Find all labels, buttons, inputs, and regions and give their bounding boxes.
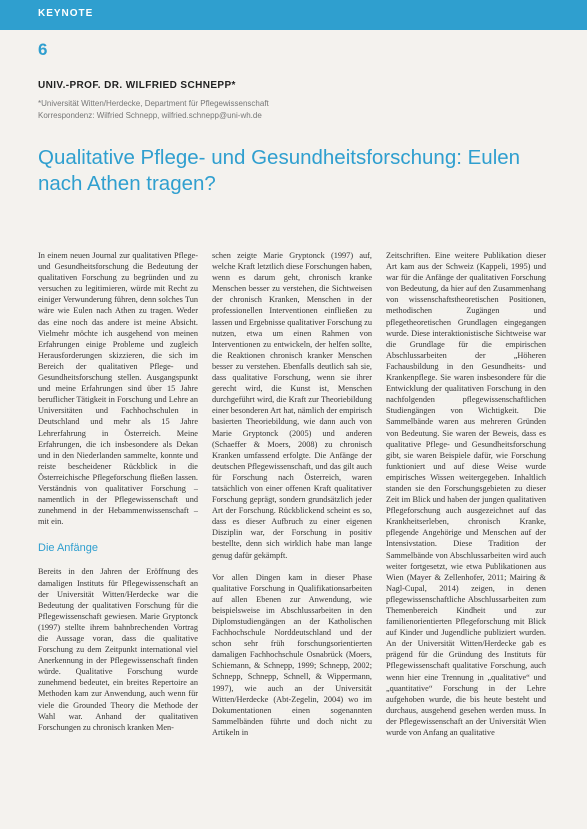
text-column-3 <box>386 250 546 820</box>
article-title: Qualitative Pflege- und Gesundheitsforschung: Eulen nach Athen tragen? <box>38 146 521 195</box>
author-affiliation: *Universität Witten/Herdecke, Department für Pflegewissenschaft <box>38 99 269 108</box>
page-number: 6 <box>38 40 48 59</box>
body-paragraph: Zeitschriften. Eine weitere Publikation dieser Art kam aus der Schweiz (Kappeli, 1995) und war für die Anfänge der qualitativen Forschung von Bedeutung, da hier auf den Zusammenhang von wissenschaftstheoretischen Positionen, methodischen Zugängen und pflegetheoretischen Grundlagen eingegangen wurde. Diese interaktionistische Sichtweise war die Grundlage für die empirischen Abschlussarbeiten der „Höheren Fachausbildung in den Gesundheits- und Krankenpflege. Sie waren insbesondere für die Entwicklung der qualitativen Forschung in den nachfolgenden pflegewissenschaftlichen Studiengängen von Wichtigkeit. Die Sammelbände waren aus mehreren Gründen von Bedeutung. Sie waren der Beweis, dass es qualitative Pflege- und Gesundheitsforschung gibt, sie waren Beispiele dafür, wie Forschung funktioniert und auf diese Weise wurde empirisches Wissen weitergegeben. Inhaltlich standen sie den Forschungsgebieten zu dieser Zeit im Blick und haben der jungen qualitativen Pflegeforschung auch ausgezeichnet auf das Krankheitserleben, chronisch Kranke, pflegende Angehörige und Menschen auf der Intensivstation. Diese Tradition der Sammelbände von Abschlussarbeiten wird auch weiter fortgesetzt, wie etwa Publikationen aus Wien (Mayer & Zellenhofer, 2011; Mairing & Nagl-Cupal, 2014) zeigen, in denen pflegewissenschaftliche Abschlussarbeiten zum Themenbereich Kindheit und zur familienorientierten Pflegeforschung mit Blick auf Kinder und Jugendliche publiziert wurden. An der Universität Witten/Herdecke gab es prägend für die Gründung des Instituts für Pflegewissenschaft qualitative Forschung, auch wenn hier eine Trennung in „qualitative“ und „quantitative“ Forschung in der Lehre aufgehoben wurde, die bis heute besteht und durchaus, ausgehend gesehen werden muss. In der Pflegewissenschaft an der Universität Wien wurde von Anfang an qualitative <box>386 251 546 738</box>
body-paragraph: Bereits in den Jahren der Eröffnung des damaligen Instituts für Pflegewissenschaft an der Universität Witten/Herdecke war die Bedeutung der qualitativen Forschung für die Pflegewissenschaft gewiesen. Marie Gryptonck (1997) stellte ihrem bahnbrechenden Vortrag die Aussage voran, dass die qualitative Forschung zu dem Zeitpunkt international viel Anerkennung in der Pflegewissenschaft finden würde. Qualitative Forschung wurde zunehmend bedeutet, ein breites Repertoire an Methoden kam zur Anwendung, auch wenn für viele die Grounded Theory die Methode der Wahl war. Anhand der qualitativen Forschungen zu chronisch kranken Men- <box>38 567 198 732</box>
header-bar <box>0 0 587 30</box>
author-name: UNIV.-PROF. DR. WILFRIED SCHNEPP* <box>38 80 236 91</box>
section-heading: Die Anfänge <box>38 542 98 555</box>
body-paragraph: In einem neuen Journal zur qualitativen Pflege- und Gesundheitsforschung die Bedeutung der qualitativen Forschung zu begründen und zu versuchen zu legitimieren, würde mit Recht zu einiger Verwunderung führen, denn solches Tun wäre wie Eulen nach Athen zu tragen. Weder das eine noch das andere ist meine Absicht. Vielmehr möchte ich ausgehend von meinen Erfahrungen einige Probleme und zugleich Herausforderungen skizzieren, die sich im Bereich der qualitativen Pflege- und Gesundheitsforschung stellen. Ausgangspunkt und meine Erfahrungen sind über 15 Jahre beruflicher Tätigkeit in Forschung und Lehre an Universitäten und Fachhochschulen in Deutschland und mehr als 15 Jahre Lehrerfahrung in Österreich. Meine Erfahrungen, die ich insbesondere als Dekan und in den Niederlanden sammelte, konnte und reiste bescheidener Rückblick in die Österreichische Pflegeforschung fließen lassen. Verständnis von qualitativer Forschung – namentlich in der Pflegewissenschaft und zunehmend in der Hebammenwissenschaft – mit ein. <box>38 251 198 527</box>
text-column-2 <box>212 250 372 820</box>
author-correspondence: Korrespondenz: Wilfried Schnepp, wilfried.schnepp@uni-wh.de <box>38 111 262 120</box>
body-paragraph: schen zeigte Marie Gryptonck (1997) auf, welche Kraft letztlich diese Forschungen haben, wenn es darum geht, chronisch kranke Menschen besser zu verstehen, die Sichtweisen der chronisch Kranken, Menschen in der professionellen Interventionen einfließen zu lassen und Ergebnisse qualitativer Forschung zu nutzen, etwa um einen Rahmen von Interventionen zu entwickeln, der helfen sollte, die Reaktionen chronisch kranker Menschen besser zu verstehen. Ebenfalls deutlich sah sie, dass qualitative Forschung, wenn sie ihrer gerecht wird, die Kunst ist, Menschen durchgeführt wird, die Kraft zur Theoriebildung einer besonderen Art hat, nämlich der empirisch basierten Theoriebildung, wie dann auch von Marie Gryptonck (2005) und anderen (Schaeffer & Moers, 2008) zu chronisch Kranken umfassend erfolgte. Die Anfänge der deutschen Pflegewissenschaft, und das gilt auch für Forschung nach Österreich, waren tatsächlich von einer offenen Kraft qualitativer Forschung geprägt, sondern grundsätzlich jeder Art der Forschung. Rückblickend scheint es so, dass es dieser Aufbruch zu einer eigenen Disziplin war, der Forschung in positiv bestellte, denn sich wirklich habe man lange genug dafür gekämpft. <box>212 251 372 560</box>
body-paragraph: Vor allen Dingen kam in dieser Phase qualitative Forschung in Qualifikationsarbeiten auf allen Ebenen zur Anwendung, wie beispielsweise im Abschlussarbeiten in den Diplomstudiengängen an der Katholischen Fachhochschule Norddeutschland und der schon sehr früh forschungsorientierten damaligen Fachhochschule Osnabrück (Moers, Schiemann, & Schnepp, 1999; Schnepp, 2002; Schnepp, Schnepp, Schnell, & Wippermann, 1997), wie auch an der Universität Witten/Herdecke (Abt-Zegelin, 2004) wo im Dokumentationen einen sogenannten Sammelbänden führte und doch nicht zu Artikeln in <box>212 572 372 737</box>
text-column-1 <box>38 250 198 820</box>
section-label: KEYNOTE <box>38 8 94 19</box>
